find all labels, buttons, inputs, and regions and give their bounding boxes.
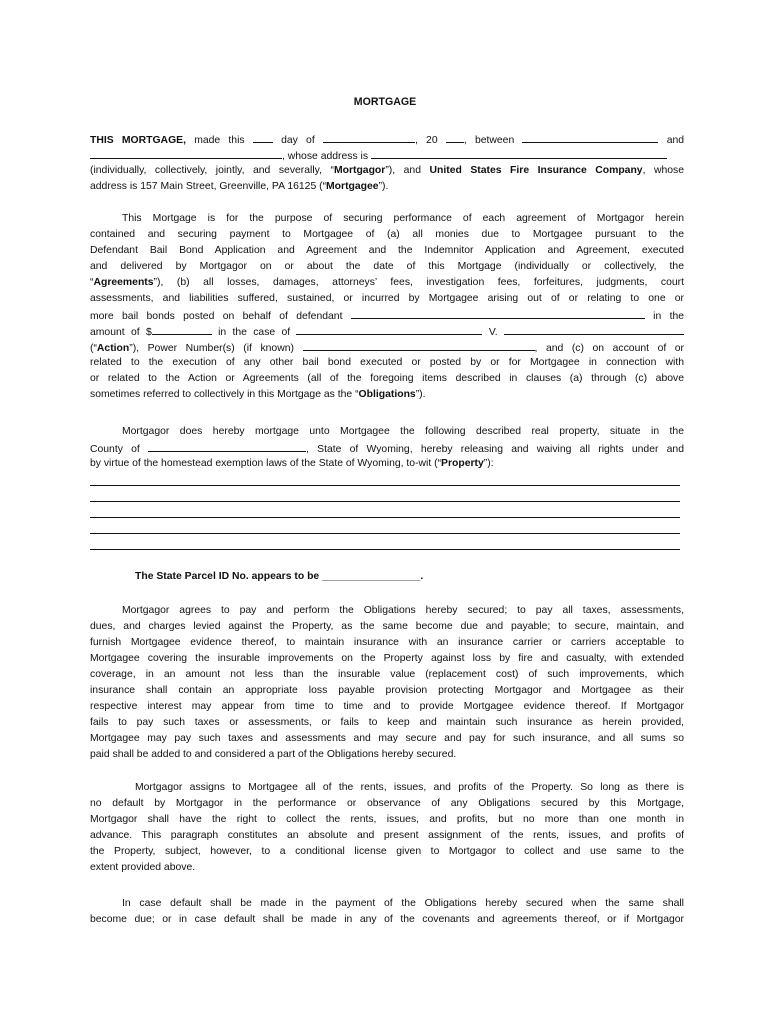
p1-line-6: assessments, and liabilities suffered, sustained, or incurred by Mortgagee arising out of or relating to one or — [90, 293, 684, 304]
p3-line-5: coverage, in an amount not less than the insurable value (replacement cost) of such improvements, which — [90, 669, 684, 680]
p1-line-10: related to the execution of any other bail bond executed or posted by or for Mortgagee in connection with — [90, 357, 684, 368]
p1-line-2: contained and securing payment to Mortgagee of (a) all monies due to Mortgagee pursuant to the — [90, 229, 684, 240]
parcel-id-line: The State Parcel ID No. appears to be _________________. — [135, 571, 424, 582]
p5-line-1: In case default shall be made in the payment of the Obligations hereby secured when the same shall — [122, 898, 684, 909]
document-title: MORTGAGE — [353, 96, 417, 108]
p4-line-2: no default by Mortgagor in the performance or observance of any Obligations secured by this Mortgage, — [90, 798, 684, 809]
p1-line-7: more bail bonds posted on behalf of defendant in the — [90, 307, 684, 325]
p2-line-1: Mortgagor does hereby mortgage unto Mortgagee the following described real property, situate in the — [122, 426, 684, 437]
intro-line-3: (individually, collectively, jointly, and severally, “Mortgagor”), and United States Fire Insurance Company, whose — [90, 165, 684, 176]
p1-line-3: Defendant Bail Bond Application and Agreement and the Indemnitor Application and Agreement, executed — [90, 245, 684, 256]
p4-line-5: the Property, subject, however, to a conditional license given to Mortgagor to collect and use same to the — [90, 846, 684, 857]
property-description-line-2[interactable] — [90, 501, 680, 502]
p3-line-6: insurance shall contain an appropriate loss payable provision protecting Mortgagor and Mortgagee as their — [90, 685, 684, 696]
p1-line-11: or related to the Action or Agreements (all of the foregoing items described in clauses (a) through (c) above — [90, 373, 684, 384]
p1-line-8: amount of $ in the case of V. — [90, 323, 684, 341]
p3-line-9: Mortgagee may pay such taxes and assessments and may secure and pay for such insurance, and all sums so — [90, 733, 684, 744]
p1-line-9: (“Action”), Power Number(s) (if known) , and (c) on account of or — [90, 339, 684, 357]
p1-line-4: and delivered by Mortgagor on or about the date of this Mortgage (individually or collectively, the — [90, 261, 684, 272]
parcel-id-field[interactable]: _________________. — [322, 571, 424, 582]
p5-line-2: become due; or in case default shall be made in any of the covenants and agreements thereof, or if Mortgagor — [90, 914, 684, 925]
intro-line-2: , whose address is — [90, 147, 684, 165]
p3-line-3: furnish Mortgagee evidence thereof, to maintain insurance with an insurance carrier or carriers acceptable to — [90, 637, 684, 648]
property-description-line-5[interactable] — [90, 549, 680, 550]
p4-line-1: Mortgagor assigns to Mortgagee all of the rents, issues, and profits of the Property. So long as there is — [135, 782, 684, 793]
p4-line-4: advance. This paragraph constitutes an absolute and present assignment of the rents, issues, and profits of — [90, 830, 684, 841]
case-defendant-field[interactable] — [504, 323, 684, 335]
p3-line-8: fails to pay such taxes or assessments, or fails to keep and maintain such insurance as herein provided, — [90, 717, 684, 728]
day-field[interactable] — [253, 131, 273, 143]
property-description-line-4[interactable] — [90, 533, 680, 534]
p4-line-3: Mortgagor shall have the right to collect the rents, issues, and profits, but no more than one month in — [90, 814, 684, 825]
p3-line-7: respective interest may appear from time to time and to provide Mortgagee evidence thereof. If Mortgagor — [90, 701, 684, 712]
p1-line-5: “Agreements”), (b) all losses, damages, attorneys’ fees, investigation fees, forfeitures, judgments, court — [90, 277, 684, 288]
power-number-field[interactable] — [303, 339, 535, 351]
year-field[interactable] — [446, 131, 464, 143]
intro-line-1: THIS MORTGAGE, made this day of , 20 , between and — [90, 131, 684, 149]
p2-line-2: County of , State of Wyoming, hereby releasing and waiving all rights under and — [90, 440, 684, 458]
month-field[interactable] — [323, 131, 415, 143]
p3-line-10: paid shall be added to and considered a part of the Obligations hereby secured. — [90, 749, 457, 760]
p3-line-1: Mortgagor agrees to pay and perform the Obligations hereby secured; to pay all taxes, assessments, — [122, 605, 684, 616]
bond-amount-field[interactable] — [152, 323, 212, 335]
county-field[interactable] — [148, 440, 306, 452]
p3-line-2: dues, and charges levied against the Property, as the same become due and payable; to secure, maintain, and — [90, 621, 684, 632]
p1-line-12: sometimes referred to collectively in this Mortgage as the “Obligations”). — [90, 389, 426, 400]
p1-line-1: This Mortgage is for the purpose of securing performance of each agreement of Mortgagor herein — [122, 213, 684, 224]
property-description-line-3[interactable] — [90, 517, 680, 518]
intro-line-4: address is 157 Main Street, Greenville, PA 16125 (“Mortgagee”). — [90, 181, 389, 192]
p4-line-6: extent provided above. — [90, 862, 196, 873]
case-plaintiff-field[interactable] — [296, 323, 482, 335]
p3-line-4: Mortgagee covering the insurable improvements on the Property against loss by fire and casualty, with extended — [90, 653, 684, 664]
intro-heading: THIS MORTGAGE, — [90, 135, 186, 146]
p2-line-3: by virtue of the homestead exemption laws of the State of Wyoming, to-wit (“Property”): — [90, 458, 494, 469]
mortgagor-name-field-2[interactable] — [90, 147, 282, 159]
defendant-name-field[interactable] — [351, 307, 645, 319]
property-description-line-1[interactable] — [90, 485, 680, 486]
mortgagor-address-field[interactable] — [371, 147, 667, 159]
mortgagor-name-field[interactable] — [522, 131, 658, 143]
